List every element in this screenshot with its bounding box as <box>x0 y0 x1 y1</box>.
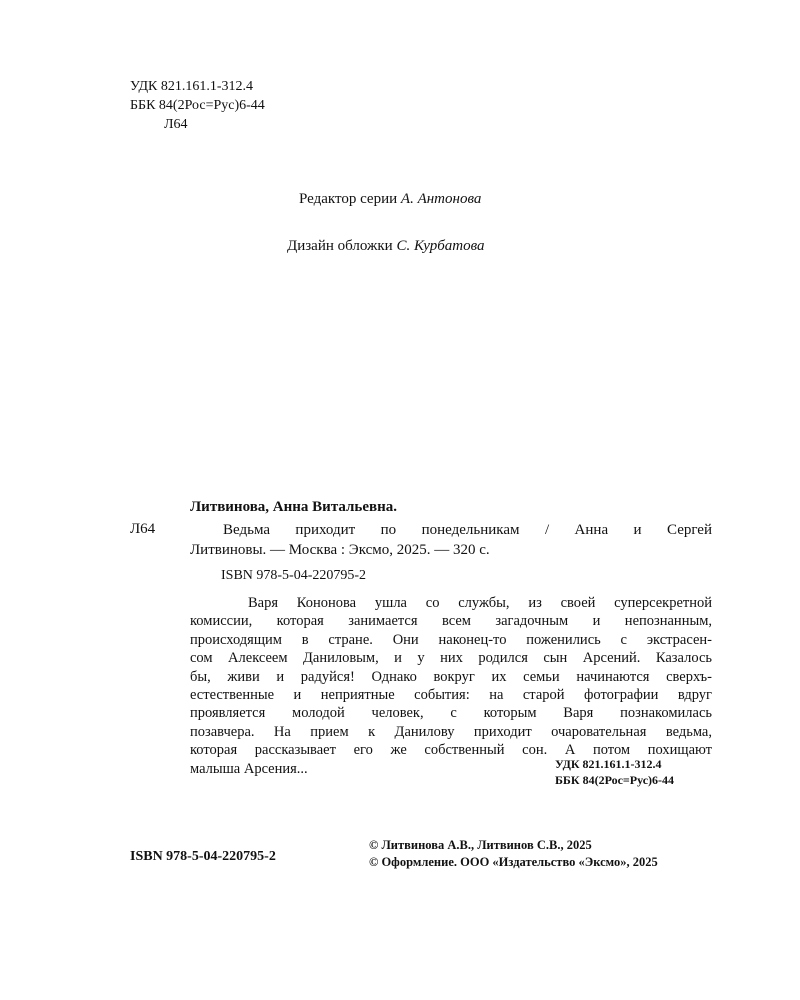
series-editor-credit <box>299 191 481 208</box>
annotation-line: происходящим в стране. Они наконец-то поженились с экстрасен- <box>190 631 712 648</box>
annotation-line: малыша Арсения... <box>190 760 308 777</box>
record-title-line-1: Ведьма приходит по понедельникам / Анна и Сергей <box>223 522 712 538</box>
record-title-block <box>190 520 712 560</box>
udk-code-top: УДК 821.161.1-312.4 <box>130 79 254 94</box>
annotation <box>190 594 712 778</box>
footer-isbn: ISBN 978-5-04-220795-2 <box>130 849 276 864</box>
annotation-line: комиссии, которая занимается всем загадочным и непознанным, <box>190 613 712 630</box>
udk-code-bottom: УДК 821.161.1-312.4 <box>555 757 662 771</box>
cover-design-credit <box>287 238 485 255</box>
copyright-design: © Оформление. ООО «Издательство «Эксмо», 2025 <box>369 855 658 869</box>
bbk-code-bottom: ББК 84(2Рос=Рус)6-44 <box>555 773 675 787</box>
annotation-line: которая рассказывает его же собственный сон. А потом похищают <box>190 742 712 759</box>
bbk-code-top: ББК 84(2Рос=Рус)6-44 <box>130 98 265 113</box>
series-editor-name: А. Антонова <box>400 191 482 207</box>
annotation-line: Варя Кононова ушла со службы, из своей суперсекретной <box>248 595 712 611</box>
cover-design-label: Дизайн обложки <box>287 238 393 254</box>
annotation-line: проявляется молодой человек, с которым Варя познакомилась <box>190 705 712 722</box>
copyright-authors: © Литвинова А.В., Литвинов С.В., 2025 <box>369 838 592 852</box>
author-sign-top: Л64 <box>164 117 188 132</box>
annotation-line: сом Алексеем Даниловым, и у них родился сын Арсений. Казалось <box>190 650 712 667</box>
annotation-line: бы, живи и радуйся! Однако вокруг их семьи начинаются сверхъ- <box>190 668 712 685</box>
record-author: Литвинова, Анна Витальевна. <box>190 499 397 515</box>
record-isbn: ISBN 978-5-04-220795-2 <box>221 568 367 583</box>
series-editor-label: Редактор серии <box>299 191 398 207</box>
annotation-line: позавчера. На прием к Данилову приходит очаровательная ведьма, <box>190 723 712 740</box>
annotation-line: естественные и неприятные события: на старой фотографии вдруг <box>190 687 712 704</box>
cover-design-name: С. Курбатова <box>396 238 485 254</box>
record-title-line-2: Литвиновы. — Москва : Эксмо, 2025. — 320 с. <box>190 542 490 558</box>
record-sign: Л64 <box>130 521 156 537</box>
